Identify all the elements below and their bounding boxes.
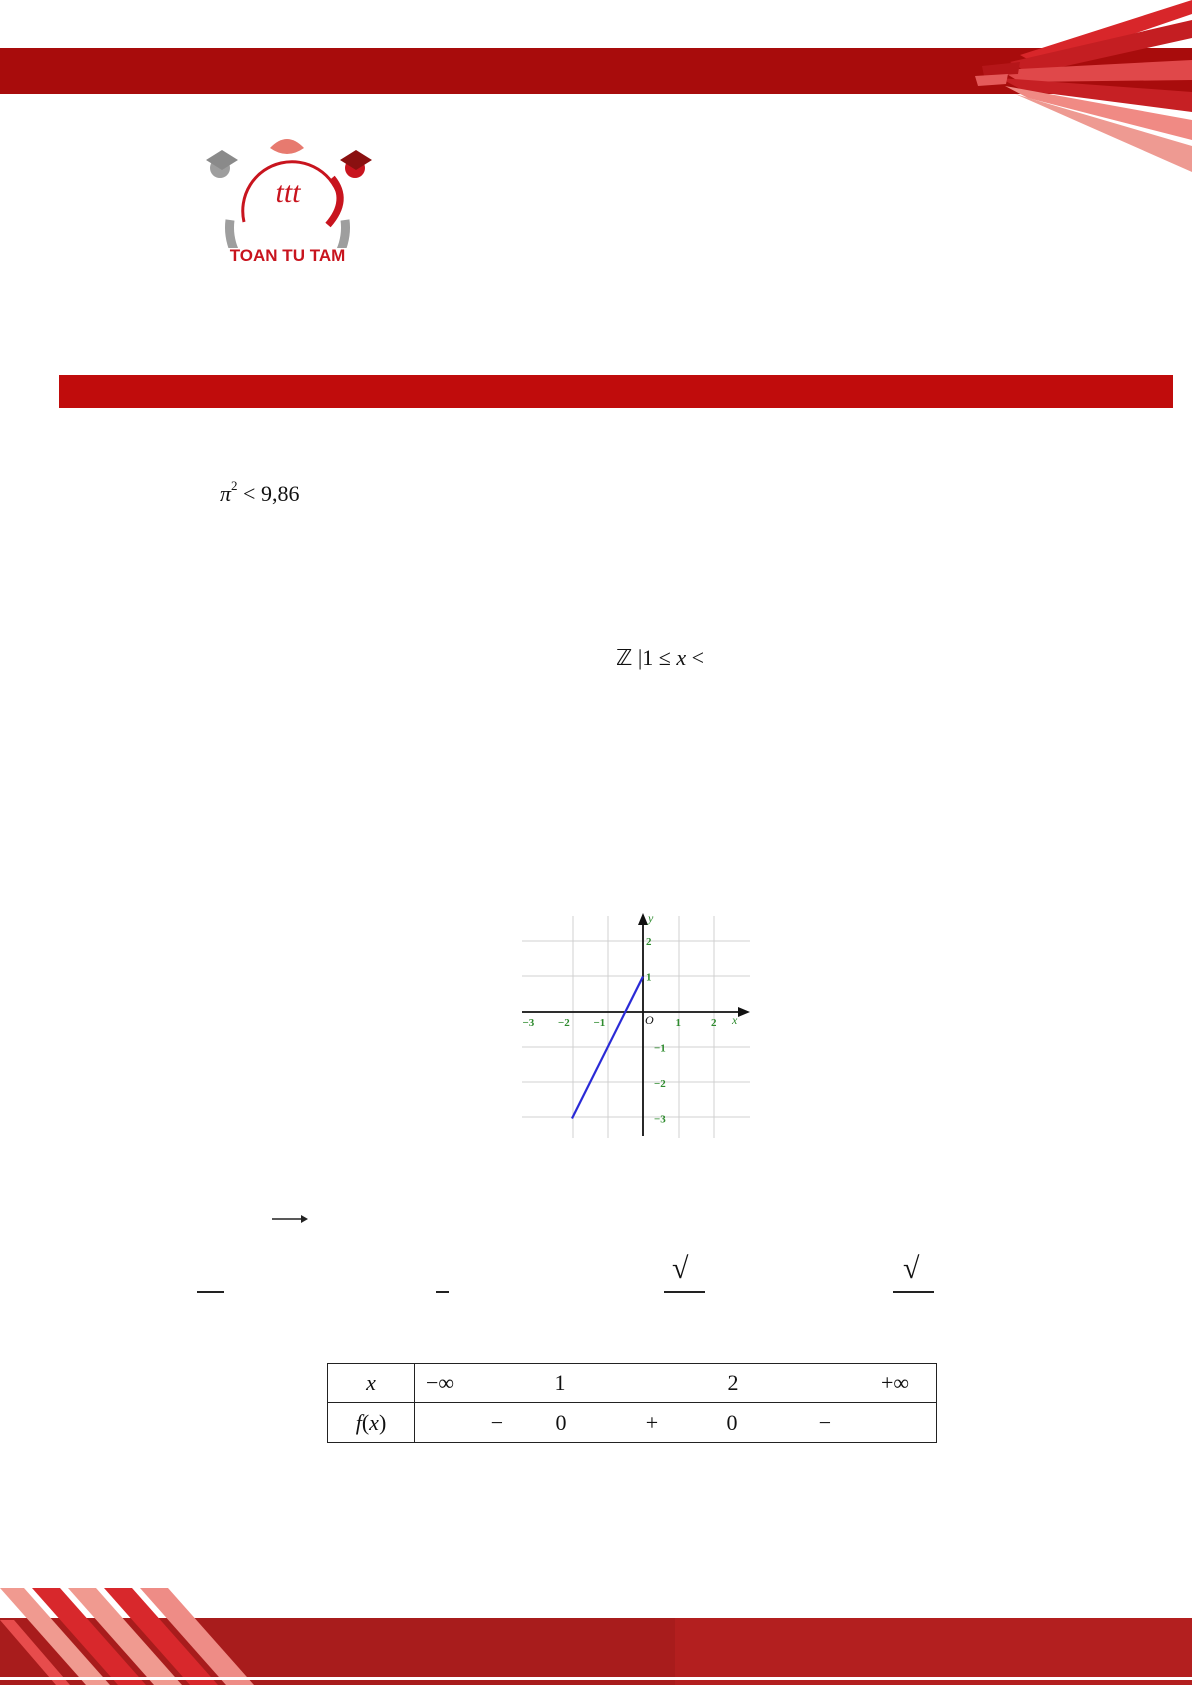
y-tick-label: −3 bbox=[654, 1113, 666, 1126]
vector-arrow-icon bbox=[270, 1212, 310, 1226]
x-value-1: 1 bbox=[554, 1370, 566, 1395]
y-axis-label: y bbox=[648, 911, 654, 925]
x-axis-label: x bbox=[732, 1013, 738, 1027]
footer-rule bbox=[0, 1677, 1192, 1680]
x-tick-label: 2 bbox=[711, 1017, 717, 1029]
x-tick-label: −3 bbox=[522, 1017, 535, 1029]
section-title-bar bbox=[59, 375, 1173, 408]
option-c-fraction-bar bbox=[664, 1291, 705, 1293]
option-d-fraction-bar bbox=[893, 1291, 934, 1293]
sign-plus: + bbox=[645, 1409, 659, 1435]
x-tick-label: −2 bbox=[558, 1017, 570, 1029]
footer-corner-decoration bbox=[0, 1580, 260, 1685]
sign-table-row-x bbox=[328, 1364, 937, 1403]
sign-zero-1: 0 bbox=[555, 1409, 567, 1435]
set-variable: x bbox=[676, 645, 687, 670]
set-condition-left: 1 ≤ bbox=[642, 645, 677, 670]
y-tick-label: −2 bbox=[654, 1078, 666, 1090]
set-condition-right: < bbox=[686, 645, 705, 670]
pi-squared-inequality bbox=[220, 478, 300, 507]
y-tick-label: 2 bbox=[646, 936, 652, 948]
sign-minus-1: − bbox=[490, 1409, 504, 1435]
x-tick-label: −1 bbox=[593, 1017, 606, 1029]
sign-zero-2: 0 bbox=[726, 1409, 738, 1435]
pi-exponent: 2 bbox=[231, 478, 238, 493]
sign-table-f-label: f(x) bbox=[355, 1409, 387, 1435]
set-bar: | bbox=[637, 645, 643, 670]
logo-emblem-icon bbox=[200, 130, 375, 248]
option-d-radical-icon: √ bbox=[903, 1252, 920, 1285]
sign-table-x-label: x bbox=[366, 1370, 376, 1395]
logo bbox=[200, 130, 375, 270]
sign-table-row-f bbox=[328, 1403, 937, 1443]
y-tick-label: 1 bbox=[646, 971, 652, 984]
option-c-radical-icon: √ bbox=[672, 1252, 689, 1285]
sign-table bbox=[327, 1363, 937, 1443]
x-tick-label: 1 bbox=[675, 1017, 681, 1029]
option-a-fraction-bar bbox=[197, 1291, 224, 1293]
option-b-fraction-bar bbox=[436, 1291, 449, 1293]
line-segment-graph bbox=[518, 910, 750, 1140]
svg-text:ttt: ttt bbox=[275, 176, 301, 209]
pi-comparison: < 9,86 bbox=[243, 481, 300, 506]
x-value-2: 2 bbox=[727, 1370, 739, 1395]
x-value-pos-infinity: +∞ bbox=[880, 1370, 910, 1395]
x-value-neg-infinity: −∞ bbox=[425, 1370, 455, 1395]
logo-text: TOAN TU TAM bbox=[229, 246, 346, 265]
y-tick-label: −1 bbox=[654, 1042, 666, 1055]
header-corner-decoration bbox=[960, 0, 1192, 180]
set-builder-fragment bbox=[616, 645, 704, 671]
sign-minus-2: − bbox=[818, 1409, 832, 1435]
origin-label: O bbox=[645, 1013, 654, 1027]
pi-symbol: π bbox=[220, 481, 232, 506]
integer-set-symbol: ℤ bbox=[616, 645, 633, 670]
